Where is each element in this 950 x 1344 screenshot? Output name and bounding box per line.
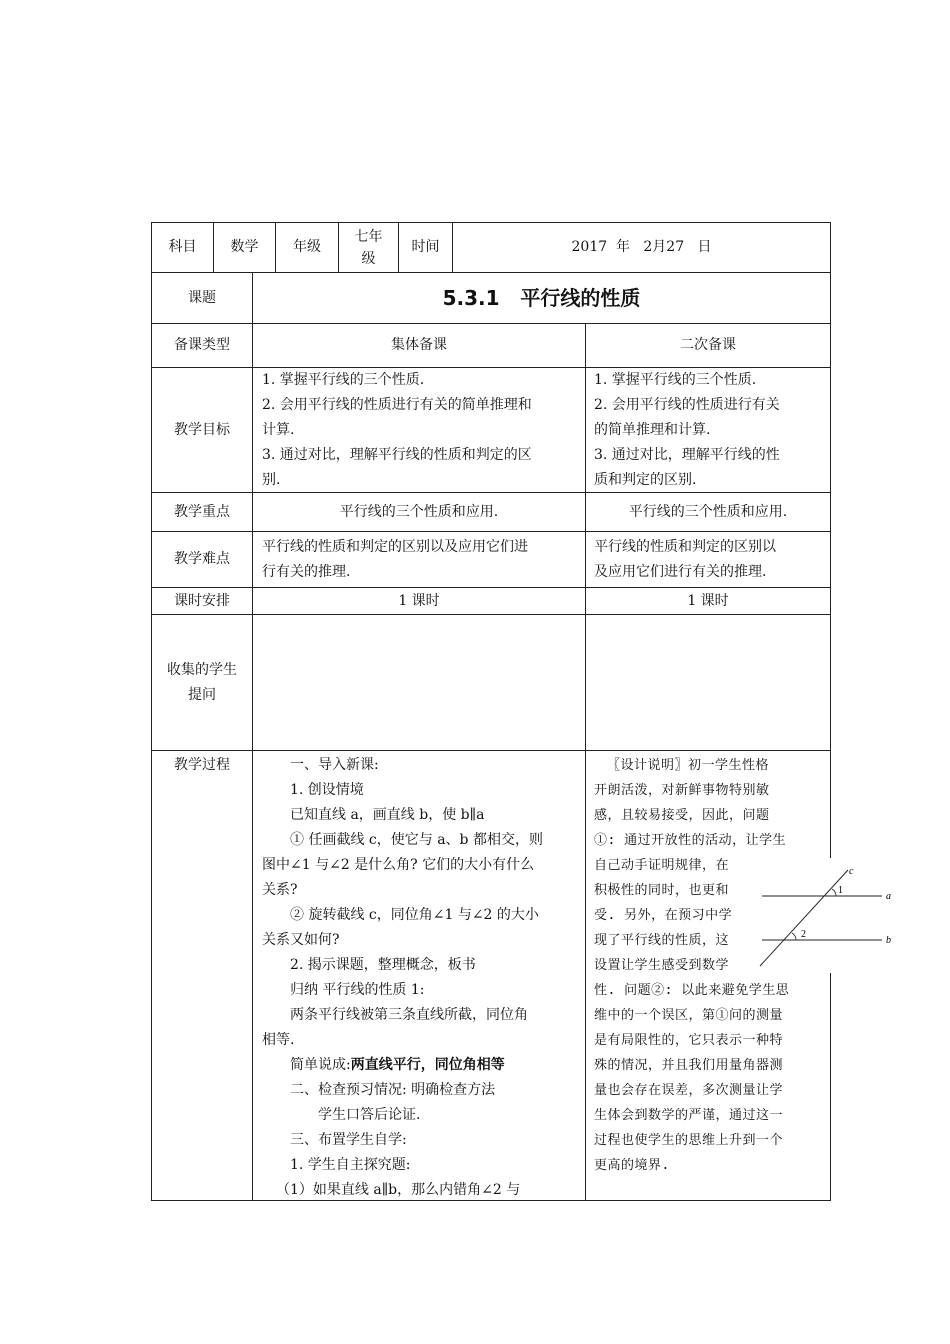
- figure-background: [752, 858, 902, 973]
- process-line: ② 旋转截线 c，同位角∠1 与∠2 的大小: [290, 907, 539, 923]
- schedule-right: 1 课时: [687, 592, 729, 609]
- key-points-label: 教学重点: [174, 503, 230, 520]
- goal-line: 1. 掌握平行线的三个性质.: [594, 372, 757, 388]
- process-line-short: [262, 1053, 580, 1078]
- questions-label: [152, 615, 252, 750]
- process-label: 教学过程: [174, 757, 230, 773]
- prep-type-label: 备课类型: [174, 337, 230, 353]
- note-line: 开朗活泼，对新鲜事物特别敏: [594, 783, 770, 798]
- note-line: 现了平行线的性质，这: [594, 933, 730, 948]
- label-angle-2: 2: [801, 929, 806, 940]
- collective-prep-heading: 集体备课: [391, 337, 447, 353]
- lesson-title: 5.3.1 平行线的性质: [442, 285, 641, 310]
- process-line: 关系?: [262, 882, 298, 898]
- process-line: 1. 创设情境: [290, 782, 364, 798]
- schedule-label: 课时安排: [174, 592, 230, 609]
- note-line: 性. 问题②: 以此来避免学生思: [594, 983, 790, 998]
- difficulties-left: [262, 535, 580, 585]
- table-rule: [585, 323, 586, 1201]
- process-line: 2. 揭示课题，整理概念，板书: [290, 957, 476, 973]
- label-angle-1: 1: [838, 885, 843, 896]
- process-line: 1. 学生自主探究题:: [290, 1157, 411, 1173]
- goals-right: [594, 368, 826, 493]
- table-rule: [151, 614, 831, 615]
- time-label: 时间: [411, 239, 440, 255]
- label-c: c: [849, 866, 854, 877]
- note-line: 感，且较易接受，因此，问题: [594, 808, 770, 823]
- process-line: 三、布置学生自学:: [290, 1132, 407, 1148]
- difficulty-line: 及应用它们进行有关的推理.: [594, 564, 767, 580]
- note-line: 是有局限性的，它只表示一种特: [594, 1033, 784, 1048]
- difficulty-line: 平行线的性质和判定的区别以: [594, 539, 776, 555]
- schedule-left: 1 课时: [398, 592, 440, 609]
- note-line: ①: 通过开放性的活动，让学生: [594, 833, 787, 848]
- process-line: ① 任画截线 c，使它与 a、b 都相交，则: [290, 832, 543, 848]
- note-line: 受. 另外，在预习中学: [594, 908, 733, 923]
- short-form-bold: 两直线平行，同位角相等: [350, 1057, 505, 1073]
- process-line: 两条平行线被第三条直线所截，同位角: [290, 1007, 528, 1023]
- secondary-prep-heading: 二次备课: [680, 337, 736, 353]
- short-form-label: 简单说成:: [290, 1057, 351, 1073]
- note-line: 殊的情况，并且我们用量角器测: [594, 1058, 784, 1073]
- label-a: a: [886, 891, 891, 902]
- goal-line: 2. 会用平行线的性质进行有关: [594, 397, 780, 413]
- key-points-right: 平行线的三个性质和应用.: [628, 503, 788, 520]
- key-points-left: 平行线的三个性质和应用.: [339, 503, 499, 520]
- table-rule: [151, 531, 831, 532]
- table-rule: [252, 272, 253, 1201]
- goal-line: 计算.: [262, 422, 295, 438]
- process-line: 学生口答后论证.: [318, 1107, 421, 1123]
- process-line: 一、导入新课:: [290, 757, 379, 773]
- process-line: （1）如果直线 a∥b，那么内错角∠2 与: [276, 1182, 521, 1198]
- subject-value: 数学: [230, 239, 259, 255]
- note-line: 过程也使学生的思维上升到一个: [594, 1133, 784, 1148]
- parallel-lines-figure: [752, 858, 902, 973]
- date-value: 2017 年 2月27 日: [571, 239, 712, 255]
- process-line: 相等.: [262, 1032, 295, 1048]
- table-rule: [151, 750, 831, 751]
- goal-line: 的简单推理和计算.: [594, 422, 711, 438]
- process-line: 归纳 平行线的性质 1:: [290, 982, 425, 998]
- difficulties-right: [594, 535, 826, 585]
- note-line: 更高的境界.: [594, 1158, 670, 1173]
- goals-label: 教学目标: [174, 421, 230, 438]
- grade-value: [339, 223, 398, 272]
- goal-line: 3. 通过对比，理解平行线的性质和判定的区: [262, 447, 532, 463]
- note-line: 积极性的同时，也更和: [594, 883, 730, 898]
- goals-left: [262, 368, 580, 493]
- goal-line: 3. 通过对比，理解平行线的性: [594, 447, 780, 463]
- note-line: 自己动手证明规律，在: [594, 858, 730, 873]
- note-line: 生体会到数学的严谨，通过这一: [594, 1108, 784, 1123]
- grade-value-line1: 七年: [354, 228, 383, 245]
- table-border-right: [830, 222, 831, 1201]
- goal-line: 别.: [262, 472, 281, 488]
- topic-label: 课题: [188, 289, 216, 306]
- process-line: 图中∠1 与∠2 是什么角? 它们的大小有什么: [262, 857, 535, 873]
- note-line: 维中的一个误区，第①问的测量: [594, 1008, 784, 1023]
- process-left: [262, 753, 580, 1203]
- process-line: 二、检查预习情况: 明确检查方法: [290, 1082, 496, 1098]
- difficulty-line: 行有关的推理.: [262, 564, 351, 580]
- note-line: 〖设计说明〗初一学生性格: [607, 758, 770, 773]
- subject-label: 科目: [168, 239, 197, 255]
- difficulty-line: 平行线的性质和判定的区别以及应用它们进: [262, 539, 528, 555]
- questions-label-line1: 收集的学生: [167, 661, 237, 678]
- goal-line: 2. 会用平行线的性质进行有关的简单推理和: [262, 397, 532, 413]
- label-b: b: [886, 935, 891, 946]
- difficulties-label: 教学难点: [174, 551, 230, 567]
- goal-line: 1. 掌握平行线的三个性质.: [262, 372, 425, 388]
- goal-line: 质和判定的区别.: [594, 472, 697, 488]
- note-line: 量也会存在误差，多次测量让学: [594, 1083, 784, 1098]
- process-line: 关系又如何?: [262, 932, 340, 948]
- process-line: 已知直线 a，画直线 b，使 b∥a: [290, 807, 485, 823]
- grade-value-line2: 级: [361, 250, 376, 267]
- note-line: 设置让学生感受到数学: [594, 958, 730, 973]
- questions-label-line2: 提问: [188, 686, 216, 703]
- grade-label: 年级: [293, 239, 321, 255]
